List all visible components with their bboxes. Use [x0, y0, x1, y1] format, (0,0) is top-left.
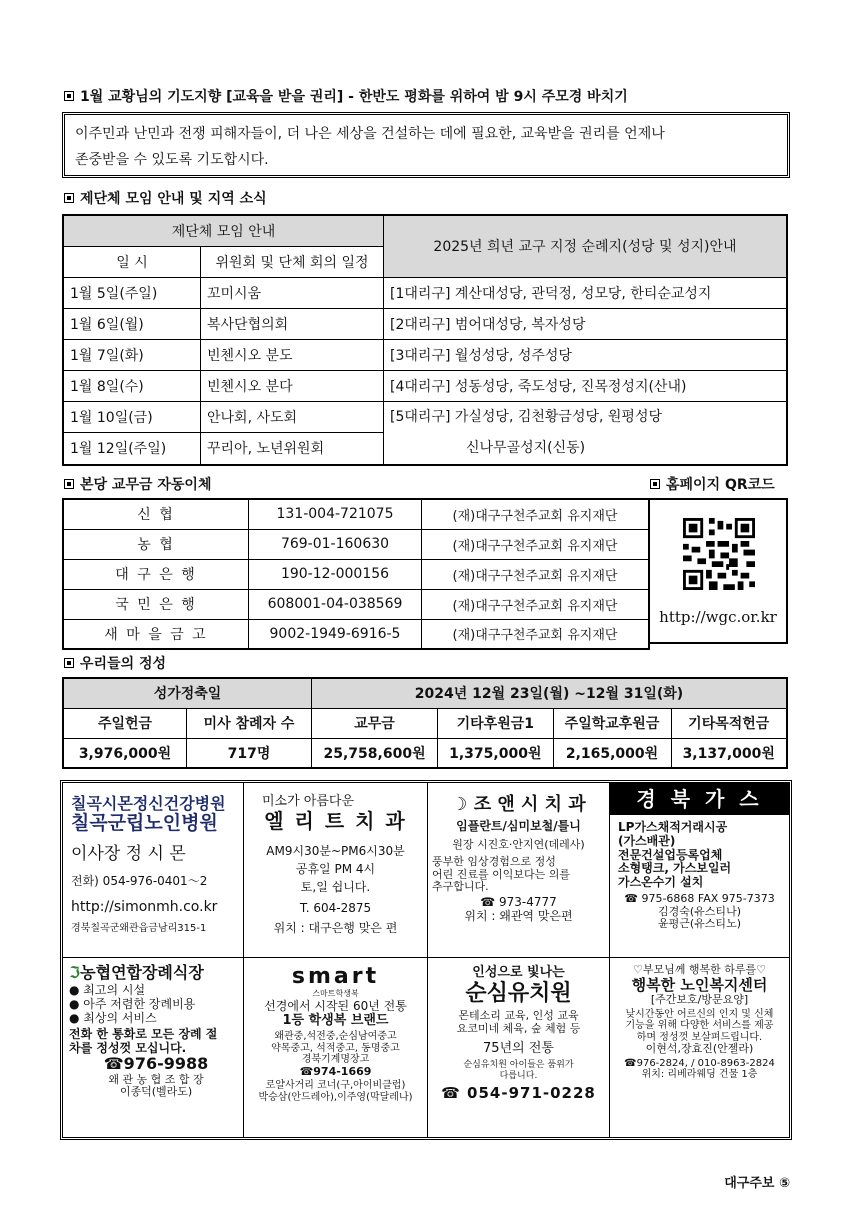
- bank-account: 131-004-721075: [249, 499, 422, 529]
- kinder-phone: ☎ 054-971-0228: [441, 1084, 596, 1103]
- meetings-heading-text: 제단체 모임 안내 및 지역 소식: [80, 191, 267, 207]
- gas-owner-1: 김경숙(유스티나): [658, 904, 741, 918]
- ad-welfare-center: [610, 958, 789, 1137]
- prayer-heading: [64, 86, 628, 106]
- qr-code-icon[interactable]: [683, 518, 755, 590]
- bank-name: 국 민 은 행: [63, 589, 249, 619]
- square-bullet-icon: [64, 658, 74, 668]
- welfare-owners: 이현석,장효진(안젤라): [645, 1042, 754, 1056]
- ads-grid: [60, 780, 792, 1140]
- offering-heading-text: 우리들의 정성: [80, 656, 167, 672]
- homepage-url[interactable]: http://wgc.or.kr: [659, 608, 777, 626]
- gas-title: 경 북 가 스: [610, 783, 789, 815]
- joan-desc-1: 풍부한 임상경험으로 정성: [432, 855, 556, 869]
- square-bullet-icon: [64, 479, 74, 489]
- pilgrim-site-5: [384, 401, 788, 465]
- pilgrim-header: 2025년 희년 교구 지정 순례지(성당 및 성지)안내: [384, 215, 788, 277]
- funeral-chairman-title: 왜 관 농 협 조 합 장: [108, 1072, 204, 1086]
- ad-smart-uniform: [244, 958, 427, 1137]
- meeting-name: 복사단협의회: [201, 308, 384, 339]
- bank-holder: (재)대구구천주교회 유지재단: [422, 529, 650, 559]
- welfare-desc-2: 기능을 위해 다양한 서비스를 제공: [625, 1020, 774, 1032]
- bullet-icon: ●: [69, 983, 84, 998]
- bank-holder: (재)대구구천주교회 유지재단: [422, 499, 650, 529]
- kinder-motto-2: 다릅니다.: [499, 1070, 538, 1081]
- pilgrim-site: 신나무골성지(신동): [466, 439, 586, 456]
- offering-table: [62, 677, 788, 769]
- meeting-name: 꼬미시움: [201, 277, 384, 308]
- offering-header: 주일헌금: [63, 708, 187, 738]
- gas-line-4: 소형탱크, 가스보일러: [618, 861, 732, 876]
- smart-logo: smart: [291, 964, 380, 989]
- bank-name: 대 구 은 행: [63, 559, 249, 589]
- offering-header: 기타목적헌금: [671, 708, 787, 738]
- offering-header: 미사 참례자 수: [187, 708, 312, 738]
- dental-holiday: 공휴일 PM 4시: [295, 861, 376, 876]
- ad-funeral-hall: [63, 958, 243, 1137]
- smart-schools-2: 약목중고, 석적중고, 동명중고: [271, 1042, 400, 1054]
- smart-subtitle: 스마트학생복: [312, 989, 359, 999]
- smart-tagline-2: 1등 학생복 브랜드: [282, 1013, 389, 1029]
- hospital-name-2: 칠곡군립노인병원: [71, 812, 218, 835]
- offering-header: 기타후원금1: [438, 708, 553, 738]
- gas-phone: ☎ 975-6868 FAX 975-7373: [624, 891, 775, 905]
- joan-desc-2: 어린 진료를 이익보다는 의를: [432, 867, 571, 881]
- bank-name: 새 마 을 금 고: [63, 619, 249, 649]
- footer-page-number: ⑤: [778, 1176, 790, 1191]
- page-footer: [724, 1172, 790, 1191]
- bank-holder: (재)대구구천주교회 유지재단: [422, 619, 650, 649]
- pilgrim-site: [3대리구] 월성성당, 성주성당: [384, 339, 788, 370]
- offering-value: 1,375,000원: [438, 738, 553, 768]
- offering-value: 717명: [187, 738, 312, 768]
- joan-name: 조 앤 시 치 과: [473, 794, 586, 815]
- dental-location: 위치 : 대구은행 맞은 편: [273, 921, 398, 936]
- ad-gyeongbuk-gas: [610, 783, 789, 957]
- funeral-bullet: 최상의 서비스: [83, 1010, 157, 1025]
- kinder-tradition: 75년의 전통: [483, 1040, 554, 1056]
- meeting-date: 1월 5일(주일): [63, 277, 201, 308]
- bullet-icon: ●: [69, 1010, 84, 1025]
- ad-hospital: [63, 783, 243, 957]
- smart-schools-3: 경북기계명장고: [301, 1054, 370, 1066]
- prayer-line-1: 이주민과 난민과 전쟁 피해자들이, 더 나은 세상을 건설하는 데에 필요한, 교육받을 권리를 언제나: [75, 126, 665, 142]
- offering-value: 25,758,600원: [312, 738, 438, 768]
- dental-name: 엘 리 트 치 과: [264, 808, 407, 833]
- bank-table: [62, 498, 650, 650]
- offering-header: 교무금: [312, 708, 438, 738]
- joan-location: 위치 : 왜관역 맞은편: [464, 908, 573, 923]
- welfare-location: 위치: 리베라웨딩 건물 1층: [641, 1069, 758, 1081]
- meeting-name: 빈첸시오 분도: [201, 339, 384, 370]
- joan-phone: ☎ 973-4777: [480, 895, 557, 910]
- funeral-bullet: 아주 저렴한 장례비용: [83, 997, 196, 1012]
- meeting-date: 1월 7일(화): [63, 339, 201, 370]
- prayer-line-2: 존중받을 수 있도록 기도합시다.: [75, 152, 269, 168]
- bank-name: 신 협: [63, 499, 249, 529]
- qr-heading: [650, 474, 775, 494]
- pilgrim-site: [5대리구] 가실성당, 김천황금성당, 원평성당: [390, 408, 662, 425]
- smart-location: 로얄사거리 코너(구,아이비클럽): [265, 1080, 406, 1092]
- bank-heading-text: 본당 교무금 자동이체: [80, 477, 212, 493]
- ad-kindergarten: [428, 958, 609, 1137]
- bullet-icon: ●: [69, 997, 84, 1012]
- joan-director: 원장 시진호·안지연(데레사): [452, 838, 585, 852]
- meeting-date: 1월 8일(수): [63, 370, 201, 401]
- offering-period: 2024년 12월 23일(월) ~12월 31일(화): [312, 678, 788, 708]
- gas-line-3: 전문건설업등록업체: [618, 847, 723, 862]
- square-bullet-icon: [64, 193, 74, 203]
- pilgrim-site: [4대리구] 성동성당, 죽도성당, 진목정성지(산내): [384, 370, 788, 401]
- dental-hours: AM9시30분~PM6시30분: [266, 843, 405, 858]
- dental-closed: 토,일 쉽니다.: [300, 879, 371, 894]
- ad-elite-dental: [244, 783, 427, 957]
- meetings-table: [62, 214, 788, 466]
- smart-owners: 박승삼(안드레아),이주영(막달레나): [258, 1091, 413, 1103]
- joan-services: 임플란트/심미보철/틀니: [456, 818, 581, 833]
- kinder-program-2: 요코미네 체육, 숲 체험 등: [456, 1021, 581, 1035]
- pilgrim-site: [2대리구] 범어대성당, 복자성당: [384, 308, 788, 339]
- gas-owner-2: 윤평근(유스티노): [658, 917, 741, 931]
- funeral-title: 농협연합장례식장: [80, 963, 204, 982]
- smart-schools-1: 왜관중,석전중,순심남여중고: [274, 1031, 397, 1043]
- square-bullet-icon: [64, 91, 74, 101]
- hospital-address: 경북칠곡군왜관읍금남리315-1: [71, 922, 207, 934]
- group-header: 제단체 모임 안내: [63, 215, 384, 246]
- prayer-heading-text: 1월 교황님의 기도지향 [교육을 받을 권리] - 한반도 평화를 위하여 밤 9시 주모경 바치기: [80, 89, 628, 105]
- smart-tagline-1: 선경에서 시작된 60년 전통: [264, 999, 407, 1014]
- offering-heading: [64, 653, 166, 673]
- ad-joan-dental: [428, 783, 609, 957]
- gas-line-5: 가스온수기 설치: [618, 875, 704, 890]
- meeting-name: 빈첸시오 분다: [201, 370, 384, 401]
- kinder-tagline: 인성으로 빛나는: [472, 965, 565, 980]
- prayer-box: [62, 112, 790, 178]
- hospital-phone: 전화) 054-976-0401～2: [71, 873, 208, 888]
- bank-holder: (재)대구구천주교회 유지재단: [422, 589, 650, 619]
- offering-value: 3,137,000원: [671, 738, 787, 768]
- gas-line-2: (가스배관): [618, 833, 676, 848]
- bank-heading: [64, 474, 211, 494]
- welfare-tagline: ♡부모님께 행복한 하루를♡: [633, 963, 766, 976]
- bank-account: 9002-1949-6916-5: [249, 619, 422, 649]
- pilgrim-site: [1대리구] 계산대성당, 관덕정, 성모당, 한티순교성지: [384, 277, 788, 308]
- meeting-date: 1월 12일(주일): [63, 433, 201, 465]
- dental-tagline: 미소가 아름다운: [262, 794, 355, 809]
- footer-label: 대구주보: [724, 1176, 775, 1191]
- hospital-url[interactable]: http://simonmh.co.kr: [71, 898, 218, 915]
- col-meeting: 위원회 및 단체 회의 일정: [201, 246, 384, 277]
- hospital-director: 이사장 정 시 몬: [71, 844, 186, 865]
- funeral-bullet: 최고의 시설: [83, 983, 146, 998]
- welfare-phone: ☎976-2824, / 010-8963-2824: [624, 1057, 775, 1069]
- meeting-name: 꾸리아, 노년위원회: [201, 433, 384, 465]
- bank-name: 농 협: [63, 529, 249, 559]
- bank-account: 608001-04-038569: [249, 589, 422, 619]
- bank-holder: (재)대구구천주교회 유지재단: [422, 559, 650, 589]
- dental-phone: T. 604-2875: [299, 901, 372, 916]
- qr-panel: [650, 498, 788, 644]
- col-date: 일 시: [63, 246, 201, 277]
- smart-phone: ☎974-1669: [299, 1064, 372, 1078]
- welfare-desc-3: 하며 정성껏 보살펴드립니다.: [636, 1031, 763, 1043]
- meeting-name: 안나회, 사도회: [201, 401, 384, 433]
- funeral-chairman: 이종덕(벨라도): [119, 1085, 193, 1099]
- offering-value: 2,165,000원: [553, 738, 671, 768]
- bank-account: 769-01-160630: [249, 529, 422, 559]
- tooth-icon: ☽: [451, 794, 474, 815]
- kinder-motto-1: 순심유치원 아이들은 품위가: [463, 1060, 574, 1071]
- welfare-services: [주간보호/방문요양]: [650, 992, 749, 1006]
- hospital-name: 칠곡시몬정신건강병원: [71, 794, 226, 813]
- offering-left-title: 성가정축일: [63, 678, 312, 708]
- bank-account: 190-12-000156: [249, 559, 422, 589]
- qr-heading-text: 홈페이지 QR코드: [666, 477, 775, 493]
- offering-header: 주일학교후원금: [553, 708, 671, 738]
- meetings-heading: [64, 188, 267, 208]
- kinder-name: 순심유치원: [465, 980, 572, 1006]
- joan-desc-3: 추구합니다.: [432, 880, 489, 894]
- square-bullet-icon: [650, 479, 660, 489]
- gas-line-1: LP가스채적거래시공: [618, 820, 728, 834]
- meeting-date: 1월 10일(금): [63, 401, 201, 433]
- funeral-desc-1: 전화 한 통화로 모든 장례 절: [69, 1026, 218, 1041]
- funeral-desc-2: 차를 정성껏 모십니다.: [69, 1040, 187, 1055]
- welfare-desc-1: 낮시간동안 어르신의 인지 및 신체: [625, 1008, 774, 1020]
- funeral-phone: ☎976-9988: [103, 1054, 209, 1074]
- meeting-date: 1월 6일(월): [63, 308, 201, 339]
- kinder-program-1: 몬테소리 교육, 인성 교육: [458, 1009, 579, 1023]
- nh-logo-icon: ℑ: [69, 963, 81, 982]
- welfare-name: 행복한 노인복지센터: [631, 975, 768, 994]
- offering-value: 3,976,000원: [63, 738, 187, 768]
